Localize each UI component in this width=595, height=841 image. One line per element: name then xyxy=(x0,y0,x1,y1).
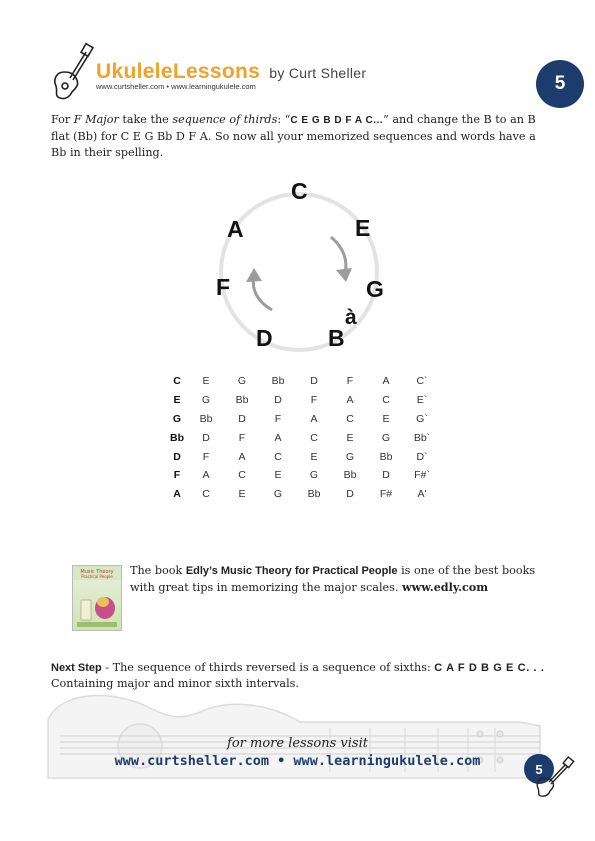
table-cell: D xyxy=(202,431,210,444)
table-cell: A xyxy=(346,394,354,407)
table-row xyxy=(166,485,440,504)
table-row xyxy=(166,391,440,410)
intro-sequence: C E G B D F A C... xyxy=(290,115,384,126)
svg-text:Music Theory: Music Theory xyxy=(80,569,114,575)
brand-word-ukulele: Ukulele xyxy=(96,60,173,83)
table-row-root-note: F xyxy=(173,469,181,482)
table-cell: E xyxy=(238,488,246,501)
intro-text-4: ” and change the B to an B flat (Bb) for C E G Bb D F A. So now all your memorized sequences and words have a Bb in their spelling. xyxy=(51,113,536,159)
table-cell: A xyxy=(238,450,246,463)
table-cell: Bb xyxy=(307,488,321,501)
table-cell: A xyxy=(202,469,210,482)
table-cell: G xyxy=(309,469,319,482)
table-cell: C xyxy=(274,450,282,463)
table-cell: Bb xyxy=(379,450,393,463)
footer-urls-link[interactable]: www.curtsheller.com • www.learningukulele.com xyxy=(114,753,481,769)
intro-key: F Major xyxy=(73,113,119,126)
table-cell: E xyxy=(310,450,318,463)
brand-author: by Curt Sheller xyxy=(269,65,367,81)
header-urls: www.curtsheller.com • www.learningukulele.com xyxy=(96,82,256,91)
table-cell: Bb xyxy=(235,394,249,407)
table-row xyxy=(166,372,440,391)
table-cell: C xyxy=(238,469,246,482)
table-cell: E` xyxy=(416,394,428,407)
footer-ukulele-icon xyxy=(532,756,576,798)
next-step-text-1: - The sequence of thirds reversed is a sequence of sixths: xyxy=(101,661,435,674)
table-row xyxy=(166,466,440,485)
table-cell: E xyxy=(274,469,282,482)
book-cover-art-icon xyxy=(73,566,121,630)
table-cell: A xyxy=(310,412,318,425)
thirds-table-body xyxy=(166,372,440,504)
book-text-2: is one of the best books with great tips in memorizing the major scales. xyxy=(130,564,536,594)
brand-word-lessons: Lessons xyxy=(172,60,261,83)
svg-text:Practical People: Practical People xyxy=(81,574,113,579)
next-step-sequence: C A F D B G E C. . . xyxy=(434,662,545,674)
table-cell: C xyxy=(346,412,354,425)
circle-note-d: D xyxy=(256,325,273,351)
intro-text-2: take the xyxy=(118,113,173,126)
circle-note-e: E xyxy=(355,215,371,241)
next-step-label: Next Step xyxy=(51,662,102,674)
table-cell: E xyxy=(382,412,390,425)
circle-note-a: A xyxy=(227,216,244,242)
table-cell: D xyxy=(382,469,390,482)
table-row-root-note: C xyxy=(173,375,181,388)
table-cell: A' xyxy=(417,488,427,501)
footer-page-number-badge: 5 xyxy=(524,754,554,784)
book-paragraph xyxy=(130,563,550,596)
clockwise-arrowhead-icon xyxy=(336,268,352,282)
thirds-table xyxy=(166,372,440,504)
table-row-root-note: Bb xyxy=(170,431,184,444)
intro-phrase: sequence of thirds xyxy=(172,113,278,126)
table-row xyxy=(166,447,440,466)
table-cell: D xyxy=(274,394,282,407)
table-cell: C xyxy=(202,488,210,501)
circle-flat-mark: à xyxy=(345,306,357,329)
table-cell: D xyxy=(310,375,318,388)
page-number-badge: 5 xyxy=(536,60,584,108)
table-cell: G xyxy=(237,375,247,388)
table-cell: Bb xyxy=(271,375,285,388)
footer-ukulele-graphic xyxy=(0,680,595,790)
table-cell: Bb xyxy=(199,412,213,425)
table-cell: D xyxy=(346,488,354,501)
table-row xyxy=(166,410,440,429)
table-cell: E xyxy=(202,375,210,388)
book-url-link[interactable]: www.edly.com xyxy=(402,580,489,594)
footer-visit-text: for more lessons visit xyxy=(227,736,368,751)
table-cell: G xyxy=(273,488,283,501)
intro-text-3: : “ xyxy=(277,113,291,126)
table-cell: F#` xyxy=(414,469,430,482)
table-cell: G xyxy=(381,431,391,444)
table-cell: G xyxy=(201,394,211,407)
table-cell: F xyxy=(238,431,246,444)
table-cell: F# xyxy=(379,488,393,501)
table-cell: A xyxy=(274,431,282,444)
table-cell: A xyxy=(382,375,390,388)
next-step-text-2: Containing major and minor sixth intervals. xyxy=(51,677,299,690)
intro-text-1: For xyxy=(51,113,74,126)
table-cell: Bb xyxy=(343,469,357,482)
circle-note-c: C xyxy=(291,178,308,204)
table-cell: G xyxy=(345,450,355,463)
book-text-1: The book xyxy=(130,564,186,577)
table-row-root-note: A xyxy=(173,488,181,501)
table-row-root-note: G xyxy=(172,412,182,425)
table-cell: C` xyxy=(416,375,428,388)
book-cover-image xyxy=(72,565,122,631)
table-cell: F xyxy=(346,375,354,388)
table-row xyxy=(166,428,440,447)
table-cell: G` xyxy=(416,412,428,425)
table-cell: D` xyxy=(416,450,428,463)
table-cell: F xyxy=(310,394,318,407)
circle-note-f: F xyxy=(216,274,231,300)
circle-note-g: G xyxy=(366,276,384,302)
table-cell: Bb` xyxy=(413,431,431,444)
book-title: Edly’s Music Theory for Practical People xyxy=(185,565,398,577)
table-row-root-note: D xyxy=(173,450,181,463)
table-cell: E xyxy=(346,431,354,444)
table-cell: D xyxy=(238,412,246,425)
table-cell: C xyxy=(310,431,318,444)
circle-note-b: B xyxy=(328,325,345,351)
table-cell: C xyxy=(382,394,390,407)
table-cell: F xyxy=(274,412,282,425)
table-cell: F xyxy=(202,450,210,463)
table-row-root-note: E xyxy=(173,394,181,407)
counterclockwise-arrowhead-icon xyxy=(246,268,262,282)
